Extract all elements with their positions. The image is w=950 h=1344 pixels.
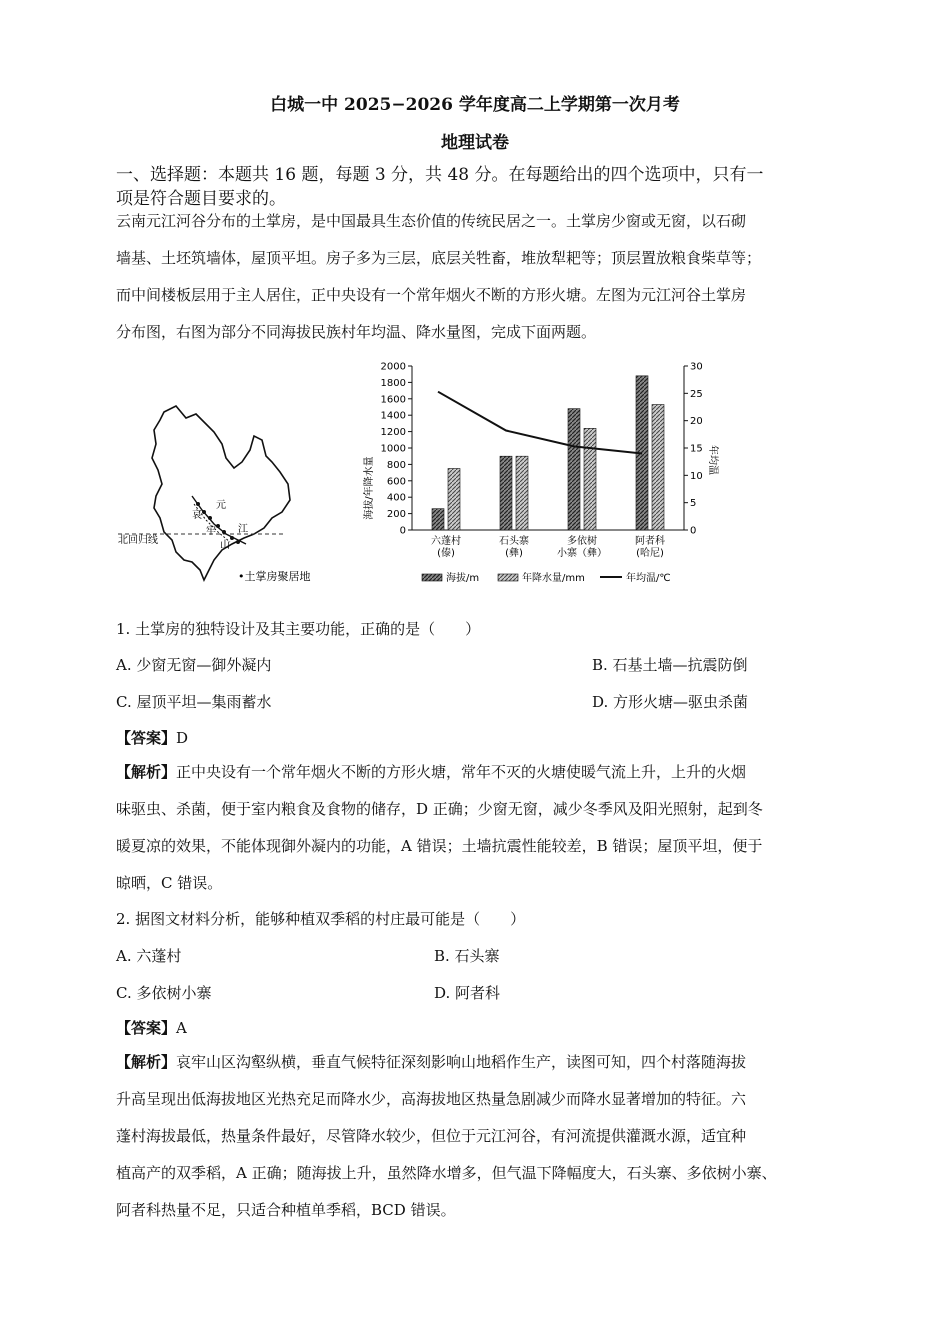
answer-tag: 【答案】 bbox=[116, 1019, 177, 1037]
analysis-line: 哀牢山区沟壑纵横，垂直气候特征深刻影响山地稻作生产，读图可知，四个村落随海拔 bbox=[176, 1053, 747, 1071]
bar-rainfall bbox=[448, 469, 460, 531]
y-left-tick-label: 600 bbox=[386, 476, 406, 488]
q1-option-d[interactable]: D. 方形火塘—驱虫杀菌 bbox=[592, 693, 749, 711]
y-left-tick-label: 1000 bbox=[380, 443, 406, 455]
temperature-line bbox=[438, 392, 642, 454]
bar-rainfall bbox=[584, 428, 596, 530]
province-outline bbox=[152, 406, 290, 580]
settlement-dot bbox=[216, 524, 220, 528]
bar-rainfall bbox=[516, 456, 528, 530]
map-legend: •土掌房聚居地 bbox=[238, 570, 311, 583]
q1-option-c[interactable]: C. 屋顶平坦—集雨蓄水 bbox=[116, 693, 272, 711]
settlement-dot bbox=[196, 502, 200, 506]
analysis-line: 蓬村海拔最低，热量条件最好，尽管降水较少，但位于元江河谷，有河流提供灌溉水源，适宜种 bbox=[116, 1127, 747, 1145]
bar-altitude bbox=[568, 409, 580, 530]
altitude-climate-chart bbox=[356, 358, 728, 590]
y-left-tick-label: 1200 bbox=[380, 427, 406, 439]
q2-option-a[interactable]: A. 六蓬村 bbox=[116, 947, 182, 965]
ailao-label-3: 山 bbox=[220, 540, 230, 551]
passage-line: 而中间楼板层用于主人居住，正中央设有一个常年烟火不断的方形火塘。左图为元江河谷土掌房 bbox=[116, 286, 747, 304]
y-right-label: 年均温 bbox=[707, 445, 718, 475]
legend-label-altitude: 海拔/m bbox=[446, 573, 480, 584]
chart-legend bbox=[422, 571, 671, 584]
y-right-tick-label: 30 bbox=[690, 361, 703, 373]
x-category-label: 阿者科 bbox=[635, 536, 665, 547]
y-right-tick-label: 10 bbox=[690, 470, 703, 482]
bar-altitude bbox=[500, 456, 512, 530]
q1-analysis bbox=[116, 754, 846, 902]
passage-line: 分布图，右图为部分不同海拔民族村年均温、降水量图，完成下面两题。 bbox=[116, 323, 597, 341]
jiang-label: 江 bbox=[238, 524, 248, 535]
analysis-line: 阿者科热量不足，只适合种植单季稻，BCD 错误。 bbox=[116, 1201, 456, 1219]
tropic-label: 北回归线 bbox=[118, 535, 158, 546]
settlement-dot bbox=[222, 530, 226, 534]
yuan-label: 元 bbox=[216, 500, 226, 511]
y-left-tick-label: 400 bbox=[386, 492, 406, 504]
analysis-line: 暖夏凉的效果，不能体现御外凝内的功能，A 错误；土墙抗震性能较差，B 错误；屋顶平坦，便于 bbox=[116, 837, 763, 855]
answer-value: A bbox=[176, 1019, 187, 1037]
answer-value: D bbox=[176, 729, 189, 747]
legend-swatch-rain bbox=[498, 574, 518, 581]
analysis-line: 升高呈现出低海拔地区光热充足而降水少，高海拔地区热量急剧减少而降水显著增加的特征。六 bbox=[116, 1090, 747, 1108]
y-left-tick-label: 800 bbox=[386, 459, 406, 471]
exam-title: 白城一中 2025−2026 学年度高二上学期第一次月考 bbox=[270, 95, 680, 115]
x-category-sublabel: (傣) bbox=[437, 548, 455, 559]
analysis-line: 味驱虫、杀菌，便于室内粮食及食物的储存，D 正确；少窗无窗，减少冬季风及阳光照射，起到冬 bbox=[116, 800, 763, 818]
analysis-line: 晾晒，C 错误。 bbox=[116, 874, 223, 892]
legend-swatch-altitude bbox=[422, 574, 442, 581]
settlement-dot bbox=[230, 536, 234, 540]
q2-stem: 2. 据图文材料分析，能够种植双季稻的村庄最可能是（ ） bbox=[116, 910, 526, 928]
q2-answer bbox=[116, 1017, 187, 1038]
y-right-tick-label: 15 bbox=[690, 443, 703, 455]
y-right-tick-label: 5 bbox=[690, 498, 697, 510]
q1-answer bbox=[116, 727, 188, 748]
y-right-tick-label: 25 bbox=[690, 388, 703, 400]
bar-rainfall bbox=[652, 405, 664, 530]
legend-label-temp: 年均温/℃ bbox=[626, 573, 671, 584]
analysis-line: 正中央设有一个常年烟火不断的方形火塘，常年不灭的火塘使暖气流上升，上升的火烟 bbox=[176, 763, 747, 781]
x-category-sublabel: (彝) bbox=[505, 548, 523, 559]
y-right-tick-label: 20 bbox=[690, 416, 703, 428]
passage-line: 墙基、土坯筑墙体，屋顶平坦。房子多为三层，底层关牲畜，堆放犁耙等；顶层置放粮食柴草等； bbox=[116, 249, 762, 267]
y-left-tick-label: 0 bbox=[399, 525, 406, 537]
passage bbox=[116, 203, 846, 351]
section-heading-line2: 项是符合题目要求的。 bbox=[116, 189, 286, 209]
ailao-label-2: 牢 bbox=[206, 526, 216, 537]
q2-option-c[interactable]: C. 多依树小寨 bbox=[116, 984, 212, 1002]
analysis-tag: 【解析】 bbox=[116, 763, 177, 781]
y-left-tick-label: 200 bbox=[386, 509, 406, 521]
analysis-line: 植高产的双季稻，A 正确；随海拔上升，虽然降水增多，但气温下降幅度大，石头寨、多依树小寨、 bbox=[116, 1164, 777, 1182]
bar-altitude bbox=[432, 509, 444, 530]
x-category-label: 石头寨 bbox=[499, 536, 529, 547]
y-left-label: 海拔/年降水量 bbox=[364, 456, 375, 520]
q2-analysis bbox=[116, 1044, 846, 1229]
x-category-sublabel: (哈尼) bbox=[636, 548, 664, 559]
y-left-tick-label: 1400 bbox=[380, 410, 406, 422]
y-left-tick-label: 2000 bbox=[380, 361, 406, 373]
yunnan-map bbox=[114, 400, 354, 590]
answer-tag: 【答案】 bbox=[116, 729, 177, 747]
x-category-label: 多依树 bbox=[567, 536, 597, 547]
x-category-label: 六蓬村 bbox=[431, 536, 461, 547]
y-right-tick-label: 0 bbox=[690, 525, 697, 537]
exam-subtitle: 地理试卷 bbox=[441, 133, 509, 153]
settlement-dot bbox=[202, 510, 206, 514]
settlement-dot bbox=[236, 540, 240, 544]
passage-line: 云南元江河谷分布的土掌房，是中国最具生态价值的传统民居之一。土掌房少窗或无窗，以石砌 bbox=[116, 212, 747, 230]
section-heading-line1: 一、选择题：本题共 16 题，每题 3 分，共 48 分。在每题给出的四个选项中，只有一 bbox=[116, 165, 764, 185]
q1-option-b[interactable]: B. 石基土墙—抗震防倒 bbox=[592, 656, 748, 674]
y-left-tick-label: 1600 bbox=[380, 394, 406, 406]
q1-option-a[interactable]: A. 少窗无窗—御外凝内 bbox=[116, 656, 272, 674]
analysis-tag: 【解析】 bbox=[116, 1053, 177, 1071]
y-left-tick-label: 1800 bbox=[380, 377, 406, 389]
q1-stem: 1. 土掌房的独特设计及其主要功能，正确的是（ ） bbox=[116, 620, 481, 638]
settlement-dot bbox=[208, 516, 212, 520]
ailao-label-1: 哀 bbox=[192, 510, 202, 521]
x-category-sublabel: 小寨（彝） bbox=[557, 548, 607, 559]
q2-option-b[interactable]: B. 石头寨 bbox=[434, 947, 500, 965]
legend-label-rain: 年降水量/mm bbox=[522, 573, 585, 584]
q2-option-d[interactable]: D. 阿者科 bbox=[434, 984, 501, 1002]
